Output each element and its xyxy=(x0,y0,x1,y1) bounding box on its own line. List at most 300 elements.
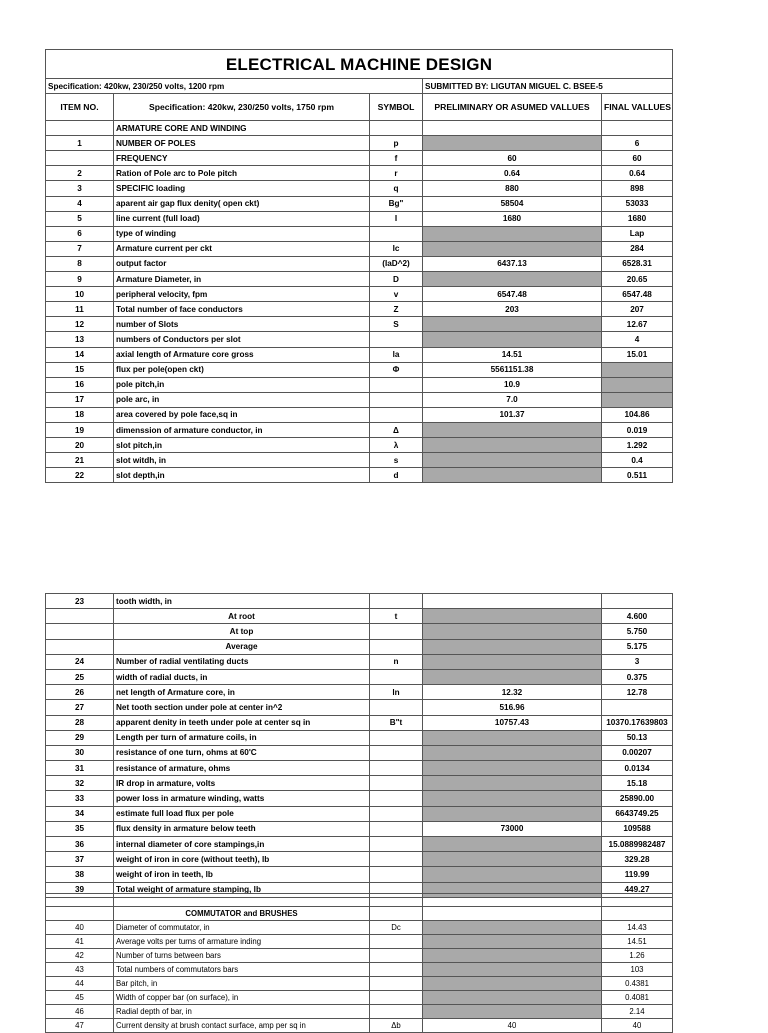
item-symbol xyxy=(370,837,423,852)
item-description: flux per pole(open ckt) xyxy=(114,362,370,377)
preliminary-value xyxy=(423,438,602,453)
table-row xyxy=(46,151,673,166)
preliminary-value xyxy=(423,935,602,949)
spec-line: Specification: 420kw, 230/250 volts, 1200 rpm xyxy=(46,79,423,94)
table-row xyxy=(46,730,673,745)
item-number: 12 xyxy=(46,317,114,332)
preliminary-value: 14.51 xyxy=(423,347,602,362)
item-description: Ration of Pole arc to Pole pitch xyxy=(114,166,370,181)
item-description: Bar pitch, in xyxy=(114,977,370,991)
table-row xyxy=(46,791,673,806)
final-value: 0.511 xyxy=(602,468,673,483)
table-row xyxy=(46,317,673,332)
item-symbol: (IaD^2) xyxy=(370,256,423,271)
table-row xyxy=(46,776,673,791)
table-row xyxy=(46,453,673,468)
preliminary-value xyxy=(423,921,602,935)
item-symbol: D xyxy=(370,272,423,287)
preliminary-value: 203 xyxy=(423,302,602,317)
item-symbol xyxy=(370,806,423,821)
item-description: internal diameter of core stampings,in xyxy=(114,837,370,852)
item-description: weight of iron in core (without teeth), lb xyxy=(114,852,370,867)
item-symbol: p xyxy=(370,136,423,151)
table-row xyxy=(46,991,673,1005)
item-number xyxy=(46,639,114,654)
final-value: 4 xyxy=(602,332,673,347)
final-value: 6 xyxy=(602,136,673,151)
final-value: 14.43 xyxy=(602,921,673,935)
item-description: flux density in armature below teeth xyxy=(114,821,370,836)
table-row xyxy=(46,468,673,483)
item-symbol: Φ xyxy=(370,362,423,377)
item-description: axial length of Armature core gross xyxy=(114,347,370,362)
item-number: 41 xyxy=(46,935,114,949)
item-number: 11 xyxy=(46,302,114,317)
preliminary-value xyxy=(423,639,602,654)
header-specification: Specification: 420kw, 230/250 volts, 1750 rpm xyxy=(114,94,370,121)
item-description: At root xyxy=(114,609,370,624)
final-value: 329.28 xyxy=(602,852,673,867)
preliminary-value xyxy=(423,963,602,977)
item-number: 34 xyxy=(46,806,114,821)
table-row xyxy=(46,241,673,256)
item-symbol xyxy=(370,761,423,776)
final-value: 109588 xyxy=(602,821,673,836)
table-row xyxy=(46,700,673,715)
preliminary-value: 6547.48 xyxy=(423,287,602,302)
item-symbol: d xyxy=(370,468,423,483)
item-number: 42 xyxy=(46,949,114,963)
preliminary-value xyxy=(423,594,602,609)
item-symbol xyxy=(370,700,423,715)
item-number: 4 xyxy=(46,196,114,211)
item-description: net length of Armature core, in xyxy=(114,685,370,700)
item-description: Diameter of commutator, in xyxy=(114,921,370,935)
item-symbol: t xyxy=(370,609,423,624)
preliminary-value xyxy=(423,852,602,867)
preliminary-value: 101.37 xyxy=(423,407,602,422)
table-row xyxy=(46,963,673,977)
final-value: 1.26 xyxy=(602,949,673,963)
table-row xyxy=(46,669,673,684)
item-description: power loss in armature winding, watts xyxy=(114,791,370,806)
item-description: Average xyxy=(114,639,370,654)
table-row xyxy=(46,949,673,963)
preliminary-value: 40 xyxy=(423,1019,602,1033)
item-description: Average volts per turns of armature inding xyxy=(114,935,370,949)
table-row xyxy=(46,1019,673,1033)
preliminary-value: 1680 xyxy=(423,211,602,226)
preliminary-value xyxy=(423,730,602,745)
item-symbol xyxy=(370,821,423,836)
item-number: 15 xyxy=(46,362,114,377)
preliminary-value xyxy=(423,977,602,991)
final-value: 5.750 xyxy=(602,624,673,639)
table-row xyxy=(46,226,673,241)
table-row xyxy=(46,392,673,407)
header-symbol: SYMBOL xyxy=(370,94,423,121)
preliminary-value xyxy=(423,422,602,437)
item-description: Armature Diameter, in xyxy=(114,272,370,287)
table-row xyxy=(46,332,673,347)
final-value: 0.0134 xyxy=(602,761,673,776)
item-number: 45 xyxy=(46,991,114,1005)
final-value: 898 xyxy=(602,181,673,196)
preliminary-value xyxy=(423,1005,602,1019)
item-symbol: Z xyxy=(370,302,423,317)
preliminary-value: 60 xyxy=(423,151,602,166)
preliminary-value xyxy=(423,453,602,468)
item-symbol: Δb xyxy=(370,1019,423,1033)
item-symbol: r xyxy=(370,166,423,181)
item-description: Radial depth of bar, in xyxy=(114,1005,370,1019)
item-symbol xyxy=(370,226,423,241)
item-number: 31 xyxy=(46,761,114,776)
item-symbol xyxy=(370,121,423,136)
item-number: 38 xyxy=(46,867,114,882)
preliminary-value xyxy=(423,669,602,684)
item-number: 5 xyxy=(46,211,114,226)
design-table-commutator xyxy=(45,893,673,1033)
item-description: area covered by pole face,sq in xyxy=(114,407,370,422)
final-value: 207 xyxy=(602,302,673,317)
table-row xyxy=(46,852,673,867)
item-number: 47 xyxy=(46,1019,114,1033)
preliminary-value xyxy=(423,791,602,806)
final-value: 2.14 xyxy=(602,1005,673,1019)
table-row xyxy=(46,624,673,639)
design-table-armature xyxy=(45,49,673,483)
final-value: 15.18 xyxy=(602,776,673,791)
table-row xyxy=(46,438,673,453)
preliminary-value: 5561151.38 xyxy=(423,362,602,377)
table-row xyxy=(46,921,673,935)
item-number xyxy=(46,151,114,166)
item-symbol xyxy=(370,991,423,1005)
item-symbol xyxy=(370,852,423,867)
preliminary-value xyxy=(423,624,602,639)
preliminary-value: 10.9 xyxy=(423,377,602,392)
item-symbol: Bg" xyxy=(370,196,423,211)
item-description: Width of copper bar (on surface), in xyxy=(114,991,370,1005)
item-symbol: Δ xyxy=(370,422,423,437)
table-row xyxy=(46,745,673,760)
item-number: 1 xyxy=(46,136,114,151)
item-description: pole arc, in xyxy=(114,392,370,407)
item-symbol xyxy=(370,669,423,684)
preliminary-value xyxy=(423,226,602,241)
final-value: 6643749.25 xyxy=(602,806,673,821)
item-number: 26 xyxy=(46,685,114,700)
item-description: FREQUENCY xyxy=(114,151,370,166)
item-number: 37 xyxy=(46,852,114,867)
final-value: 10370.17639803 xyxy=(602,715,673,730)
item-description: slot depth,in xyxy=(114,468,370,483)
final-value: 15.01 xyxy=(602,347,673,362)
item-symbol xyxy=(370,949,423,963)
preliminary-value xyxy=(423,806,602,821)
header-final: FINAL VALLUES xyxy=(602,94,673,121)
final-value: 53033 xyxy=(602,196,673,211)
item-description: IR drop in armature, volts xyxy=(114,776,370,791)
table-row xyxy=(46,594,673,609)
preliminary-value xyxy=(423,468,602,483)
final-value: 1680 xyxy=(602,211,673,226)
final-value: 3 xyxy=(602,654,673,669)
item-description: Length per turn of armature coils, in xyxy=(114,730,370,745)
item-symbol xyxy=(370,392,423,407)
preliminary-value xyxy=(423,241,602,256)
item-description: estimate full load flux per pole xyxy=(114,806,370,821)
item-description: number of Slots xyxy=(114,317,370,332)
table-row xyxy=(46,121,673,136)
item-symbol: q xyxy=(370,181,423,196)
item-symbol xyxy=(370,639,423,654)
preliminary-value xyxy=(423,761,602,776)
preliminary-value xyxy=(423,332,602,347)
table-row xyxy=(46,806,673,821)
item-number: 2 xyxy=(46,166,114,181)
item-number: 30 xyxy=(46,745,114,760)
item-number: 27 xyxy=(46,700,114,715)
final-value: 6547.48 xyxy=(602,287,673,302)
final-value xyxy=(602,392,673,407)
preliminary-value xyxy=(423,867,602,882)
item-number: 24 xyxy=(46,654,114,669)
table-row xyxy=(46,761,673,776)
item-number: 36 xyxy=(46,837,114,852)
item-number: 7 xyxy=(46,241,114,256)
item-number: 23 xyxy=(46,594,114,609)
item-symbol: ln xyxy=(370,685,423,700)
submitted-by: SUBMITTED BY: LIGUTAN MIGUEL C. BSEE-5 xyxy=(423,79,673,94)
item-description: slot witdh, in xyxy=(114,453,370,468)
preliminary-value: 516.96 xyxy=(423,700,602,715)
item-number: 44 xyxy=(46,977,114,991)
item-symbol: I xyxy=(370,211,423,226)
item-symbol xyxy=(370,594,423,609)
final-value: 284 xyxy=(602,241,673,256)
item-description: aparent air gap flux denity( open ckt) xyxy=(114,196,370,211)
final-value: 40 xyxy=(602,1019,673,1033)
item-number: 10 xyxy=(46,287,114,302)
item-symbol: λ xyxy=(370,438,423,453)
final-value: 12.78 xyxy=(602,685,673,700)
item-description: SPECIFIC loading xyxy=(114,181,370,196)
table-row xyxy=(46,196,673,211)
final-value xyxy=(602,700,673,715)
final-value: 0.019 xyxy=(602,422,673,437)
item-symbol xyxy=(370,624,423,639)
table-row xyxy=(46,977,673,991)
item-description: resistance of armature, ohms xyxy=(114,761,370,776)
table-row xyxy=(46,1005,673,1019)
item-number: 28 xyxy=(46,715,114,730)
item-number: 16 xyxy=(46,377,114,392)
item-symbol xyxy=(370,935,423,949)
item-symbol xyxy=(370,776,423,791)
table-row xyxy=(46,287,673,302)
item-description: type of winding xyxy=(114,226,370,241)
final-value: 104.86 xyxy=(602,407,673,422)
final-value: 20.65 xyxy=(602,272,673,287)
item-number: 35 xyxy=(46,821,114,836)
preliminary-value xyxy=(423,136,602,151)
preliminary-value: 7.0 xyxy=(423,392,602,407)
item-symbol xyxy=(370,977,423,991)
item-number: 14 xyxy=(46,347,114,362)
item-number: 17 xyxy=(46,392,114,407)
preliminary-value: 880 xyxy=(423,181,602,196)
item-description: tooth width, in xyxy=(114,594,370,609)
final-value: 60 xyxy=(602,151,673,166)
item-number: 13 xyxy=(46,332,114,347)
item-number: 6 xyxy=(46,226,114,241)
header-item-no: ITEM NO. xyxy=(46,94,114,121)
item-description: Total number of face conductors xyxy=(114,302,370,317)
item-symbol xyxy=(370,867,423,882)
table-row xyxy=(46,685,673,700)
item-number xyxy=(46,624,114,639)
item-number: 33 xyxy=(46,791,114,806)
item-number: 9 xyxy=(46,272,114,287)
item-description: Armature current per ckt xyxy=(114,241,370,256)
item-symbol xyxy=(370,791,423,806)
final-value xyxy=(602,594,673,609)
item-number: 3 xyxy=(46,181,114,196)
item-number: 40 xyxy=(46,921,114,935)
final-value: 5.175 xyxy=(602,639,673,654)
final-value: 15.0889982487 xyxy=(602,837,673,852)
item-description: pole pitch,in xyxy=(114,377,370,392)
preliminary-value xyxy=(423,837,602,852)
item-symbol: s xyxy=(370,453,423,468)
table-row xyxy=(46,821,673,836)
item-description: Total weight of armature stamping, lb xyxy=(114,882,370,897)
item-symbol xyxy=(370,730,423,745)
table-row xyxy=(46,347,673,362)
item-symbol xyxy=(370,332,423,347)
item-description: Net tooth section under pole at center in^2 xyxy=(114,700,370,715)
item-number: 19 xyxy=(46,422,114,437)
item-description: line current (full load) xyxy=(114,211,370,226)
item-number: 25 xyxy=(46,669,114,684)
item-number: 43 xyxy=(46,963,114,977)
preliminary-value xyxy=(423,991,602,1005)
final-value: 6528.31 xyxy=(602,256,673,271)
preliminary-value: 0.64 xyxy=(423,166,602,181)
preliminary-value: 73000 xyxy=(423,821,602,836)
design-table-teeth xyxy=(45,593,673,898)
item-symbol xyxy=(370,407,423,422)
final-value xyxy=(602,377,673,392)
table-row xyxy=(46,211,673,226)
table-row xyxy=(46,362,673,377)
item-description: slot pitch,in xyxy=(114,438,370,453)
item-symbol: Dc xyxy=(370,921,423,935)
table-row xyxy=(46,935,673,949)
preliminary-value xyxy=(423,317,602,332)
table-row xyxy=(46,407,673,422)
item-number: 39 xyxy=(46,882,114,897)
item-description: Number of radial ventilating ducts xyxy=(114,654,370,669)
final-value: 25890.00 xyxy=(602,791,673,806)
table-row xyxy=(46,609,673,624)
item-number xyxy=(46,121,114,136)
item-symbol xyxy=(370,1005,423,1019)
item-symbol: Ic xyxy=(370,241,423,256)
final-value: Lap xyxy=(602,226,673,241)
item-description: width of radial ducts, in xyxy=(114,669,370,684)
final-value: 1.292 xyxy=(602,438,673,453)
preliminary-value: 58504 xyxy=(423,196,602,211)
item-symbol: f xyxy=(370,151,423,166)
item-symbol: v xyxy=(370,287,423,302)
final-value: 119.99 xyxy=(602,867,673,882)
document-title: ELECTRICAL MACHINE DESIGN xyxy=(46,50,673,79)
item-description: output factor xyxy=(114,256,370,271)
table-row xyxy=(46,181,673,196)
item-symbol: S xyxy=(370,317,423,332)
final-value: 0.00207 xyxy=(602,745,673,760)
preliminary-value: 10757.43 xyxy=(423,715,602,730)
item-number: 18 xyxy=(46,407,114,422)
item-description: weight of iron in teeth, lb xyxy=(114,867,370,882)
item-description: Number of turns between bars xyxy=(114,949,370,963)
item-number: 46 xyxy=(46,1005,114,1019)
item-symbol xyxy=(370,963,423,977)
preliminary-value: 12.32 xyxy=(423,685,602,700)
table-row xyxy=(46,654,673,669)
final-value: 0.375 xyxy=(602,669,673,684)
preliminary-value xyxy=(423,121,602,136)
final-value: 12.67 xyxy=(602,317,673,332)
final-value: 0.4081 xyxy=(602,991,673,1005)
item-number: 22 xyxy=(46,468,114,483)
table-row xyxy=(46,867,673,882)
item-symbol xyxy=(370,745,423,760)
table-row xyxy=(46,256,673,271)
item-number xyxy=(46,609,114,624)
item-symbol: n xyxy=(370,654,423,669)
item-symbol: la xyxy=(370,347,423,362)
final-value: 449.27 xyxy=(602,882,673,897)
item-symbol: B"t xyxy=(370,715,423,730)
item-description: numbers of Conductors per slot xyxy=(114,332,370,347)
final-value: 0.4 xyxy=(602,453,673,468)
item-number: 29 xyxy=(46,730,114,745)
item-number: 8 xyxy=(46,256,114,271)
item-description: At top xyxy=(114,624,370,639)
final-value: 103 xyxy=(602,963,673,977)
item-description: peripheral velocity, fpm xyxy=(114,287,370,302)
preliminary-value xyxy=(423,745,602,760)
final-value: 50.13 xyxy=(602,730,673,745)
item-description: Current density at brush contact surface, amp per sq in xyxy=(114,1019,370,1033)
preliminary-value: 6437.13 xyxy=(423,256,602,271)
final-value: 0.4381 xyxy=(602,977,673,991)
preliminary-value xyxy=(423,609,602,624)
item-description: Total numbers of commutators bars xyxy=(114,963,370,977)
table-row xyxy=(46,639,673,654)
table-row xyxy=(46,302,673,317)
item-number: 21 xyxy=(46,453,114,468)
final-value: 14.51 xyxy=(602,935,673,949)
section-heading-commutator: COMMUTATOR and BRUSHES xyxy=(114,907,370,921)
item-description: apparent denity in teeth under pole at center sq in xyxy=(114,715,370,730)
table-row xyxy=(46,272,673,287)
table-row xyxy=(46,377,673,392)
